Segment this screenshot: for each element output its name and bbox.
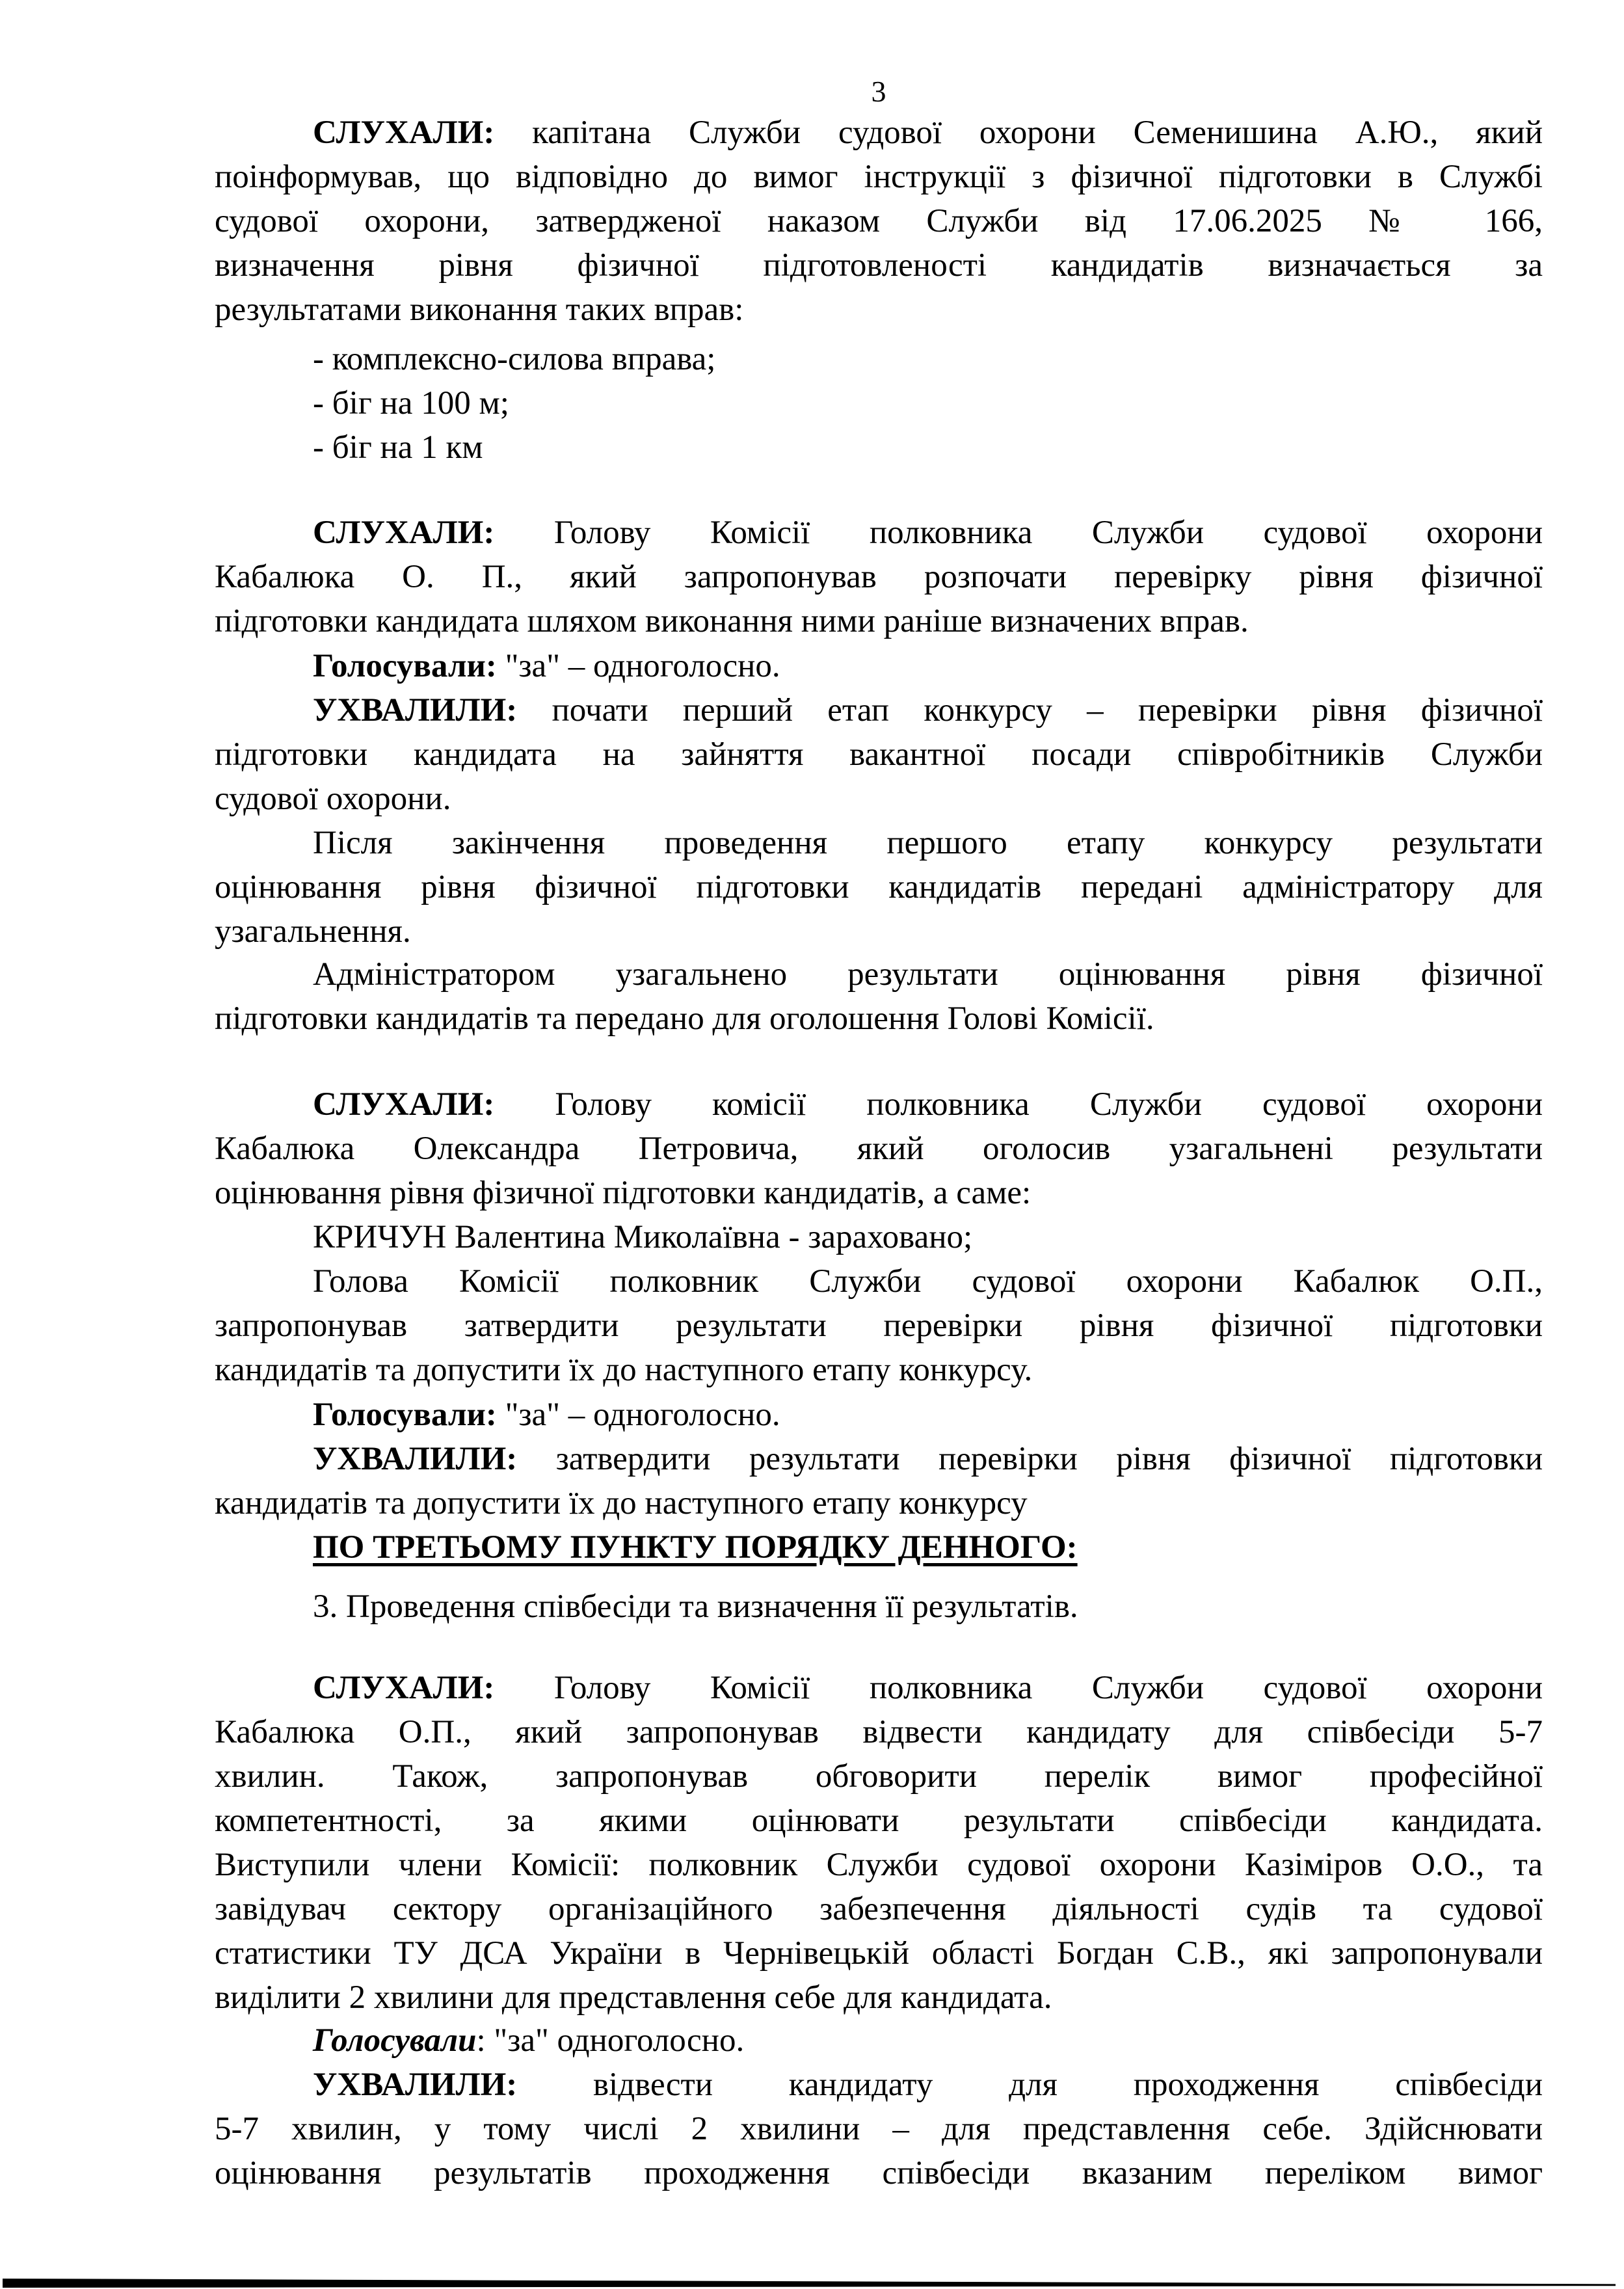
line-text: судової охорони, затвердженої наказом Служби від 17.06.2025 № 166, (215, 203, 1543, 239)
paragraph-line (215, 1754, 1543, 1799)
line-text: підготовки кандидата на зайняття вакантної посади співробітників Служби (215, 736, 1543, 773)
line-text: статистики ТУ ДСА України в Чернівецькій області Богдан С.В., які запропонували (215, 1935, 1543, 1972)
line-text: кандидатів та допустити їх до наступного етапу конкурсу. (215, 1352, 1033, 1388)
paragraph-line (313, 1082, 1543, 1127)
line-text: виділити 2 хвилини для представлення себе для кандидата. (215, 1979, 1052, 2016)
paragraph-line (313, 1393, 1543, 1437)
line-text: КРИЧУН Валентина Миколаївна - зараховано; (313, 1219, 973, 1255)
lead-label: СЛУХАЛИ: (313, 114, 495, 151)
paragraph-line (313, 821, 1543, 865)
line-text: - біг на 1 км (313, 429, 483, 466)
line-text: Кабалюка Олександра Петровича, який оголосив узагальнені результати (215, 1131, 1543, 1167)
line-text: оцінювання результатів проходження співбесіди вказаним переліком вимог (215, 2155, 1543, 2191)
line-text: Кабалюка О. П., який запропонував розпочати перевірку рівня фізичної (215, 559, 1543, 595)
line-text: завідувач сектору організаційного забезпечення діяльності судів та судової (215, 1891, 1543, 1927)
paragraph-line (313, 2018, 1543, 2063)
paragraph-line (215, 555, 1543, 599)
paragraph-line (215, 997, 1543, 1041)
line-text: хвилин. Також, запропонував обговорити перелік вимог професійної (215, 1758, 1543, 1795)
line-text: - біг на 100 м; (313, 385, 509, 422)
lead-label: Голосували (313, 2022, 477, 2059)
line-text: ПО ТРЕТЬОМУ ПУНКТУ ПОРЯДКУ ДЕННОГО: (313, 1529, 1078, 1566)
paragraph-line (313, 952, 1543, 997)
line-text: запропонував затвердити результати перевірки рівня фізичної підготовки (215, 1307, 1543, 1344)
paragraph-line (215, 2107, 1543, 2151)
line-text: - комплексно-силова вправа; (313, 341, 716, 377)
line-text: Голова Комісії полковник Служби судової охорони Кабалюк О.П., (313, 1263, 1543, 1300)
lead-label: СЛУХАЛИ: (313, 1670, 495, 1706)
paragraph-line (215, 1975, 1543, 2020)
paragraph-line (313, 425, 1543, 470)
line-text: поінформував, що відповідно до вимог інструкції з фізичної підготовки в Службі (215, 159, 1543, 195)
lead-label: УХВАЛИЛИ: (313, 1441, 518, 1477)
line-text: Голову Комісії полковника Служби судової охорони (494, 1670, 1543, 1706)
line-text: підготовки кандидатів та передано для оголошення Голові Комісії. (215, 1000, 1154, 1037)
line-text: оцінювання рівня фізичної підготовки кандидатів, а саме: (215, 1175, 1032, 1211)
paragraph-line (313, 337, 1543, 381)
lead-label: Голосували: (313, 1397, 497, 1433)
line-text: Голову комісії полковника Служби судової охорони (494, 1086, 1543, 1123)
line-text: 3. Проведення співбесіди та визначення її результатів. (313, 1588, 1078, 1625)
paragraph-line (215, 732, 1543, 777)
paragraph-line (313, 644, 1543, 688)
lead-label: УХВАЛИЛИ: (313, 692, 518, 729)
paragraph-line (313, 1215, 1543, 1259)
paragraph-line (313, 688, 1543, 732)
paragraph-line (215, 1931, 1543, 1975)
paragraph-line (215, 199, 1543, 243)
line-text: почати перший етап конкурсу – перевірки рівня фізичної (517, 692, 1543, 729)
paragraph-line (313, 511, 1543, 555)
line-text: Адміністратором узагальнено результати оцінювання рівня фізичної (313, 956, 1543, 993)
paragraph-line (313, 1585, 1543, 1629)
line-text: відвести кандидату для проходження співбесіди (517, 2067, 1543, 2103)
paragraph-line (215, 865, 1543, 909)
paragraph-line (215, 1481, 1543, 1525)
paragraph-line (313, 111, 1543, 155)
lead-label: СЛУХАЛИ: (313, 515, 495, 551)
paragraph-line (215, 1887, 1543, 1931)
line-text: судової охорони. (215, 781, 451, 817)
line-text: 5-7 хвилин, у тому числі 2 хвилини – для представлення себе. Здійснювати (215, 2111, 1543, 2147)
line-text: підготовки кандидата шляхом виконання ними раніше визначених вправ. (215, 603, 1249, 639)
line-text: "за" – одноголосно. (496, 1397, 780, 1433)
paragraph-line (215, 1348, 1543, 1392)
line-text: капітана Служби судової охорони Семенишина А.Ю., який (494, 114, 1543, 151)
paragraph-line (215, 243, 1543, 288)
lead-label: Голосували: (313, 648, 497, 684)
section-heading (313, 1525, 1543, 1570)
paragraph-line (313, 381, 1543, 425)
paragraph-line (215, 2151, 1543, 2195)
line-text: Виступили члени Комісії: полковник Служби судової охорони Казіміров О.О., та (215, 1847, 1543, 1883)
paragraph-line (215, 1127, 1543, 1171)
paragraph-line (215, 777, 1543, 821)
paragraph-line (215, 1710, 1543, 1754)
line-text: узагальнення. (215, 913, 411, 950)
paragraph-line (313, 1666, 1543, 1710)
line-text: Після закінчення проведення першого етапу конкурсу результати (313, 825, 1543, 861)
page-number: 3 (871, 75, 886, 108)
scan-edge-bar (3, 2279, 1616, 2288)
line-text: оцінювання рівня фізичної підготовки кандидатів передані адміністратору для (215, 869, 1543, 905)
line-text: Кабалюка О.П., який запропонував відвести кандидату для співбесіди 5-7 (215, 1714, 1543, 1750)
paragraph-line (215, 288, 1543, 332)
paragraph-line (313, 1437, 1543, 1481)
line-text: "за" – одноголосно. (496, 648, 780, 684)
paragraph-line (215, 1171, 1543, 1215)
paragraph-line (313, 2063, 1543, 2107)
paragraph-line (215, 1843, 1543, 1887)
line-text: затвердити результати перевірки рівня фізичної підготовки (517, 1441, 1543, 1477)
line-text: визначення рівня фізичної підготовленості кандидатів визначається за (215, 247, 1543, 284)
paragraph-line (215, 1799, 1543, 1843)
line-text: компетентності, за якими оцінювати результати співбесіди кандидата. (215, 1802, 1543, 1839)
lead-label: УХВАЛИЛИ: (313, 2067, 518, 2103)
paragraph-line (215, 1304, 1543, 1348)
lead-label: СЛУХАЛИ: (313, 1086, 495, 1123)
line-text: : "за" одноголосно. (476, 2022, 745, 2059)
line-text: результатами виконання таких вправ: (215, 291, 744, 328)
paragraph-line (215, 599, 1543, 643)
paragraph-line (215, 909, 1543, 954)
paragraph-line (313, 1259, 1543, 1304)
paragraph-line (215, 155, 1543, 199)
line-text: кандидатів та допустити їх до наступного етапу конкурсу (215, 1485, 1028, 1521)
line-text: Голову Комісії полковника Служби судової охорони (494, 515, 1543, 551)
